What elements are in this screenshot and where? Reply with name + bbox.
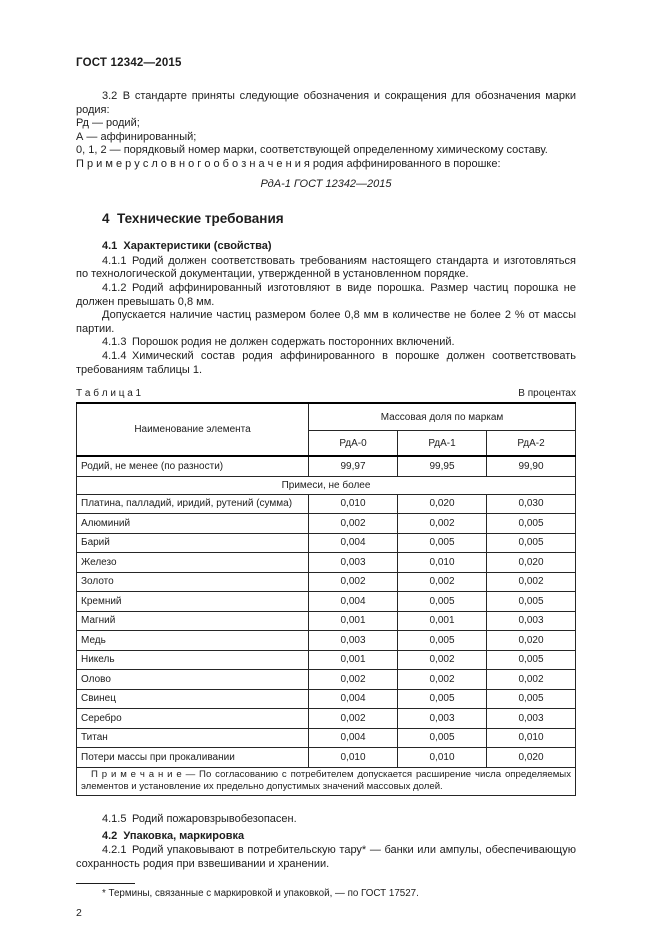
table-note [77, 767, 576, 795]
value-rda2: 0,005 [487, 514, 576, 534]
table-caption-row [76, 388, 576, 400]
value-rda1: 0,005 [398, 533, 487, 553]
footnote-text: * Термины, связанные с маркировкой и упаковкой, — по ГОСТ 17527. [102, 887, 419, 899]
value-rda2: 0,003 [487, 709, 576, 729]
value-rda0: 0,002 [309, 670, 398, 690]
element-name: Железо [77, 553, 309, 573]
value-rda1: 0,003 [398, 709, 487, 729]
value-rda2: 0,005 [487, 689, 576, 709]
value-rda0: 0,003 [309, 553, 398, 573]
value-rda0: 99,97 [309, 456, 398, 476]
value-rda1: 0,020 [398, 494, 487, 514]
paragraph-4-1-1: 4.1.1 Родий должен соответствовать требованиям настоящего стандарта и изготовляться по технологической документации, утвержденной в установленном порядке. [76, 254, 576, 281]
section-4-2-number: 4.2 [102, 829, 118, 842]
table-row [77, 689, 576, 709]
element-name: Барий [77, 533, 309, 553]
value-rda2: 0,030 [487, 494, 576, 514]
paragraph-3-2: 3.2 В стандарте приняты следующие обозначения и сокращения для обозначения марки родия: [76, 90, 576, 116]
table-row [77, 631, 576, 651]
value-rda2: 0,020 [487, 631, 576, 651]
paragraph-4-2-1: 4.2.1 Родий упаковывают в потребительскую тару* — банки или ампулы, обеспечивающую сохранность родия при взвешивании и хранении. [76, 844, 576, 871]
element-name: Медь [77, 631, 309, 651]
section-4-number: 4 [102, 211, 110, 227]
value-rda2: 0,005 [487, 533, 576, 553]
example-designation: РдА-1 ГОСТ 12342—2015 [260, 177, 392, 190]
table-row-impurities-header [77, 476, 576, 494]
element-name: Золото [77, 572, 309, 592]
table-note-label: П р и м е ч а н и е [91, 768, 182, 780]
value-rda0: 0,001 [309, 650, 398, 670]
value-rda1: 0,005 [398, 631, 487, 651]
value-rda1: 0,005 [398, 728, 487, 748]
value-rda2: 0,002 [487, 670, 576, 690]
element-name: Свинец [77, 689, 309, 709]
table-row [77, 650, 576, 670]
value-rda0: 0,010 [309, 748, 398, 768]
table-header [77, 403, 576, 456]
section-4-2-heading [76, 830, 576, 844]
value-rda0: 0,002 [309, 514, 398, 534]
table-row [77, 592, 576, 612]
element-name: Серебро [77, 709, 309, 729]
abbrev-012: 0, 1, 2 — порядковый номер марки, соответствующей определенному химическому составу. [76, 144, 548, 157]
value-rda0: 0,004 [309, 533, 398, 553]
table-row [77, 709, 576, 729]
table-row [77, 572, 576, 592]
column-header-grade-2: РдА-2 [487, 431, 576, 457]
value-rda2: 0,010 [487, 728, 576, 748]
section-4-1-title: Характеристики (свойства) [123, 240, 272, 253]
paragraph-4-1-5: 4.1.5 Родий пожаровзрывобезопасен. [102, 812, 297, 825]
element-name: Родий, не менее (по разности) [77, 456, 309, 476]
section-4-heading [76, 210, 576, 227]
table-row [77, 728, 576, 748]
section-4-title: Технические требования [117, 211, 284, 227]
value-rda0: 0,003 [309, 631, 398, 651]
table-note-row [77, 767, 576, 795]
element-name: Потери массы при прокаливании [77, 748, 309, 768]
abbrev-rd: Рд — родий; [76, 117, 140, 130]
example-label-spaced: П р и м е р у с л о в н о г о о б о з н а ч е н и я [76, 157, 310, 170]
value-rda1: 0,002 [398, 572, 487, 592]
paragraph-4-1-2b: Допускается наличие частиц размером более 0,8 мм в количестве не более 2 % от массы партии. [76, 309, 576, 335]
value-rda1: 0,005 [398, 592, 487, 612]
column-header-grade-0: РдА-0 [309, 431, 398, 457]
column-header-element: Наименование элемента [77, 403, 309, 456]
doc-header: ГОСТ 12342—2015 [76, 57, 182, 69]
element-name: Магний [77, 611, 309, 631]
table-1 [76, 402, 576, 796]
column-header-group: Массовая доля по маркам [309, 403, 576, 431]
value-rda0: 0,001 [309, 611, 398, 631]
table-row-rhodium [77, 456, 576, 476]
page-number: 2 [76, 907, 82, 920]
abbrev-a: А — аффинированный; [76, 130, 197, 143]
element-name: Кремний [77, 592, 309, 612]
table-row [77, 748, 576, 768]
value-rda0: 0,002 [309, 572, 398, 592]
value-rda0: 0,010 [309, 494, 398, 514]
paragraph-4-1-4: 4.1.4 Химический состав родия аффинированного в порошке должен соответствовать требованиям таблицы 1. [76, 349, 576, 376]
value-rda1: 0,002 [398, 670, 487, 690]
element-name: Платина, палладий, иридий, рутений (сумма) [77, 494, 309, 514]
paragraph-4-1-2: 4.1.2 Родий аффинированный изготовляют в виде порошка. Размер частиц порошка не должен превышать 0,8 мм. [76, 281, 576, 308]
table-row [77, 533, 576, 553]
value-rda1: 99,95 [398, 456, 487, 476]
value-rda2: 0,002 [487, 572, 576, 592]
element-name: Титан [77, 728, 309, 748]
value-rda2: 0,020 [487, 553, 576, 573]
value-rda2: 0,005 [487, 650, 576, 670]
paragraph-4-1-3: 4.1.3 Порошок родия не должен содержать посторонних включений. [102, 336, 455, 349]
table-row [77, 670, 576, 690]
value-rda1: 0,010 [398, 748, 487, 768]
element-name: Алюминий [77, 514, 309, 534]
column-header-grade-1: РдА-1 [398, 431, 487, 457]
table-row [77, 514, 576, 534]
value-rda2: 99,90 [487, 456, 576, 476]
value-rda1: 0,005 [398, 689, 487, 709]
table-row [77, 553, 576, 573]
element-name: Никель [77, 650, 309, 670]
table-row [77, 494, 576, 514]
value-rda0: 0,004 [309, 689, 398, 709]
section-4-1-number: 4.1 [102, 240, 118, 253]
value-rda0: 0,004 [309, 728, 398, 748]
value-rda2: 0,020 [487, 748, 576, 768]
section-4-2-title: Упаковка, маркировка [123, 829, 245, 842]
value-rda0: 0,002 [309, 709, 398, 729]
example-label-rest: родия аффинированного в порошке: [309, 157, 501, 170]
value-rda2: 0,005 [487, 592, 576, 612]
value-rda1: 0,002 [398, 514, 487, 534]
value-rda1: 0,002 [398, 650, 487, 670]
table-caption: Т а б л и ц а 1 [76, 388, 142, 400]
section-4-1-heading [76, 240, 576, 254]
value-rda2: 0,003 [487, 611, 576, 631]
table-note-text: — По согласованию с потребителем допускается расширение числа определяемых элементов и установление их предельно допустимых значений массовых долей. [81, 768, 571, 793]
footnote-divider [76, 883, 135, 884]
value-rda0: 0,004 [309, 592, 398, 612]
impurities-header: Примеси, не более [77, 476, 576, 494]
table-row [77, 611, 576, 631]
value-rda1: 0,001 [398, 611, 487, 631]
value-rda1: 0,010 [398, 553, 487, 573]
element-name: Олово [77, 670, 309, 690]
table-units: В процентах [518, 388, 576, 400]
example-label [76, 158, 576, 172]
